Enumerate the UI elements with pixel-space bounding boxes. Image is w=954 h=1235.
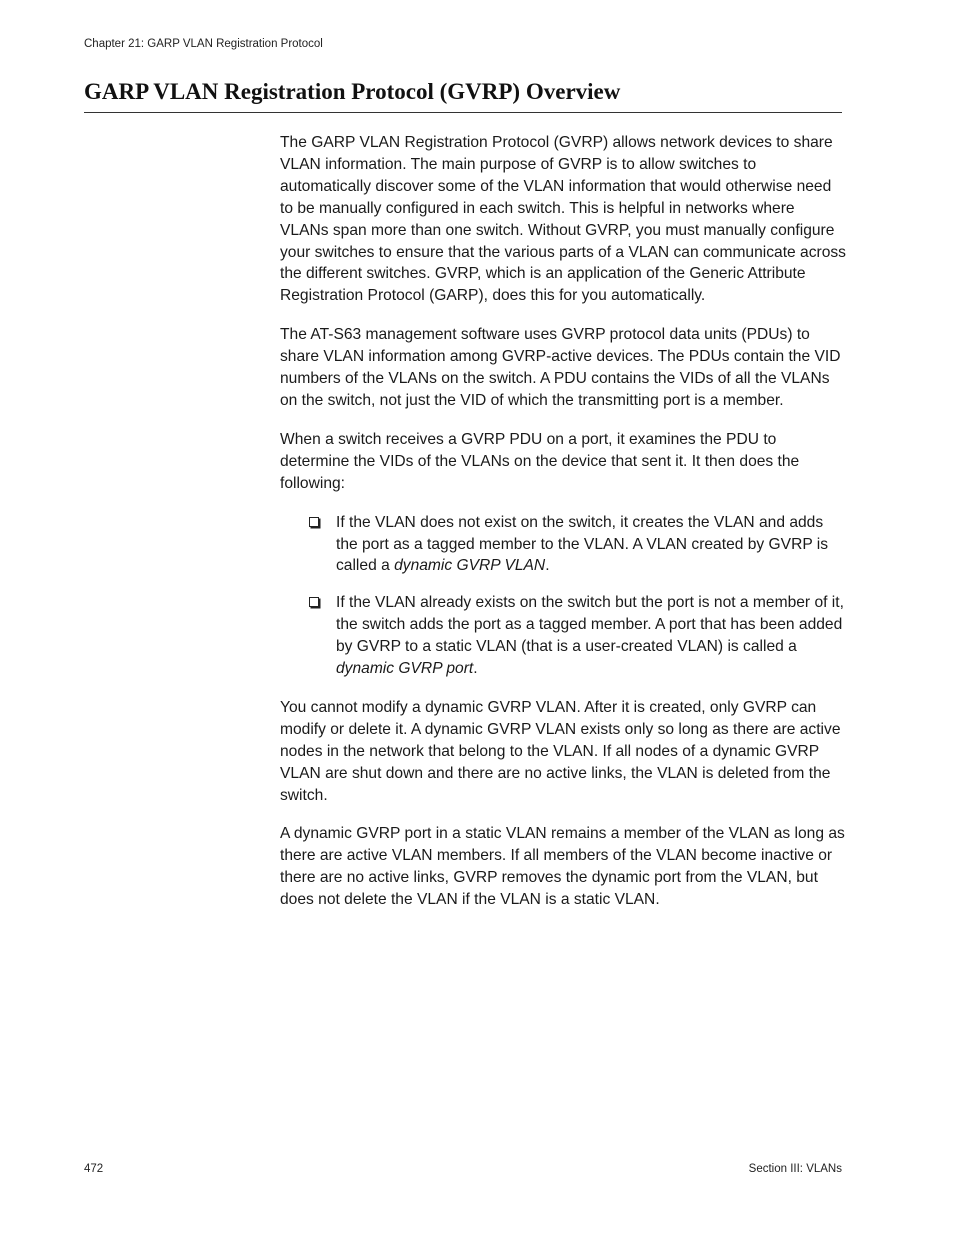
page-number: 472 [84, 1163, 104, 1175]
list-item-text: If the VLAN does not exist on the switch, it creates the VLAN and adds the port as a tagged member to the VLAN. A VLAN created by GVRP is called a [336, 513, 829, 575]
list-item-emphasis: dynamic GVRP port [336, 660, 474, 678]
paragraph: The AT-S63 management software uses GVRP protocol data units (PDUs) to share VLAN information among GVRP-active devices. The PDUs contain the VID numbers of the VLANs on the switch. A PDU contains the VIDs of all the VLANs on the switch, not just the VID of which the transmitting port is a member. [280, 326, 841, 409]
checkbox-bullet-icon [309, 517, 319, 527]
paragraph: A dynamic GVRP port in a static VLAN remains a member of the VLAN as long as there are active VLAN members. If all members of the VLAN become inactive or there are no active links, GVRP removes the dynamic port from the VLAN, but does not delete the VLAN if the VLAN is a static VLAN. [280, 825, 845, 909]
bullet-list [280, 512, 846, 680]
checkbox-bullet-icon [309, 597, 319, 607]
paragraph: The GARP VLAN Registration Protocol (GVRP) allows network devices to share VLAN information. The main purpose of GVRP is to allow switches to automatically discover some of the VLAN information that would otherwise need to be manually configured in each switch. This is helpful in networks where VLANs span more than one switch. Without GVRP, you must manually configure your switches to ensure that the various parts of a VLAN can communicate across the different switches. GVRP, which is an application of the Generic Attribute Registration Protocol (GARP), does this for you automatically. [280, 134, 846, 305]
list-item-tail: . [545, 557, 550, 575]
list-item [308, 512, 846, 578]
footer-section-label: Section III: VLANs [748, 1163, 842, 1175]
list-item-text: If the VLAN already exists on the switch but the port is not a member of it, the switch adds the port as a tagged member. A port that has been added by GVRP to a static VLAN (that is a user-created VLAN) is called a [336, 594, 844, 656]
section-title: GARP VLAN Registration Protocol (GVRP) Overview [84, 78, 842, 113]
list-item-tail: . [473, 660, 478, 678]
body-column [280, 132, 846, 928]
list-item [308, 592, 846, 680]
list-item-emphasis: dynamic GVRP VLAN [394, 557, 546, 575]
paragraph: When a switch receives a GVRP PDU on a port, it examines the PDU to determine the VIDs of the VLANs on the device that sent it. It then does the following: [280, 430, 800, 492]
running-head: Chapter 21: GARP VLAN Registration Protocol [84, 38, 323, 50]
paragraph: You cannot modify a dynamic GVRP VLAN. After it is created, only GVRP can modify or delete it. A dynamic GVRP VLAN exists only so long as there are active nodes in the network that belong to the VLAN. If all nodes of a dynamic GVRP VLAN are shut down and there are no active links, the VLAN is deleted from the switch. [280, 698, 841, 804]
